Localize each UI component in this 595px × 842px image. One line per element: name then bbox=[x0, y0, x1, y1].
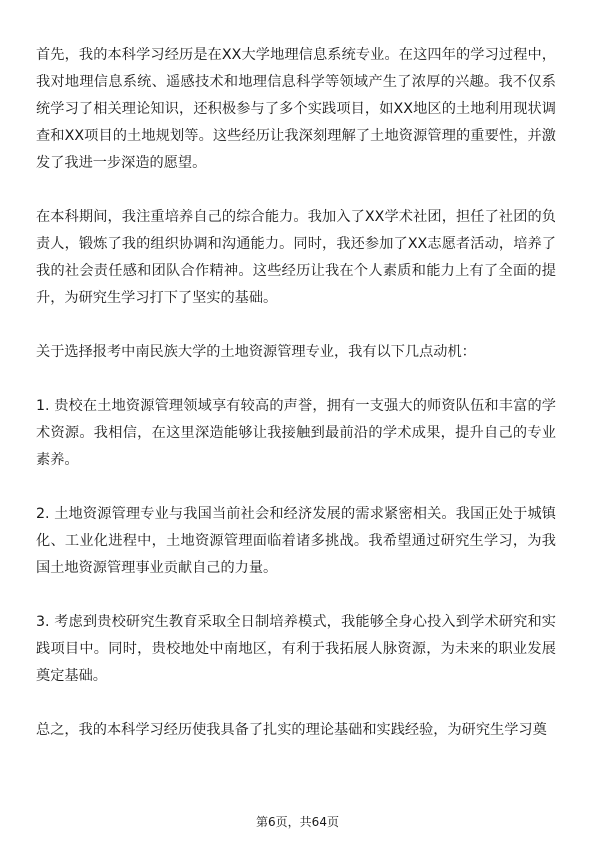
paragraph-motivation-1: 1. 贵校在土地资源管理领域享有较高的声誉，拥有一支强大的师资队伍和丰富的学术资源。我相信，在这里深造能够让我接触到最前沿的学术成果，提升自己的专业素养。 bbox=[36, 398, 556, 468]
paragraph-motivation-3: 3. 考虑到贵校研究生教育采取全日制培养模式，我能够全身心投入到学术研究和实践项目中。同时，贵校地处中南地区，有利于我拓展人脉资源，为未来的职业发展奠定基础。 bbox=[36, 614, 556, 684]
document-body bbox=[36, 42, 556, 771]
page-number-footer: 第6页，共64页 bbox=[256, 815, 339, 829]
paragraph-conclusion: 总之，我的本科学习经历使我具备了扎实的理论基础和实践经验，为研究生学习奠 bbox=[36, 722, 547, 738]
paragraph-motivation-2: 2. 土地资源管理专业与我国当前社会和经济发展的需求紧密相关。我国正处于城镇化、工业化进程中，土地资源管理面临着诸多挑战。我希望通过研究生学习，为我国土地资源管理事业贡献自己的力量。 bbox=[36, 506, 556, 576]
paragraph-comprehensive-ability: 在本科期间，我注重培养自己的综合能力。我加入了XX学术社团，担任了社团的负责人，锻炼了我的组织协调和沟通能力。同时，我还参加了XX志愿者活动，培养了我的社会责任感和团队合作精神。这些经历让我在个人素质和能力上有了全面的提升，为研究生学习打下了坚实的基础。 bbox=[36, 209, 556, 306]
paragraph-motivation-intro: 关于选择报考中南民族大学的土地资源管理专业，我有以下几点动机： bbox=[36, 344, 476, 360]
paragraph-undergrad-background: 首先，我的本科学习经历是在XX大学地理信息系统专业。在这四年的学习过程中，我对地理信息系统、遥感技术和地理信息科学等领域产生了浓厚的兴趣。我不仅系统学习了相关理论知识，还积极参与了多个实践项目，如XX地区的土地利用现状调查和XX项目的土地规划等。这些经历让我深刻理解了土地资源管理的重要性，并激发了我进一步深造的愿望。 bbox=[36, 47, 556, 171]
